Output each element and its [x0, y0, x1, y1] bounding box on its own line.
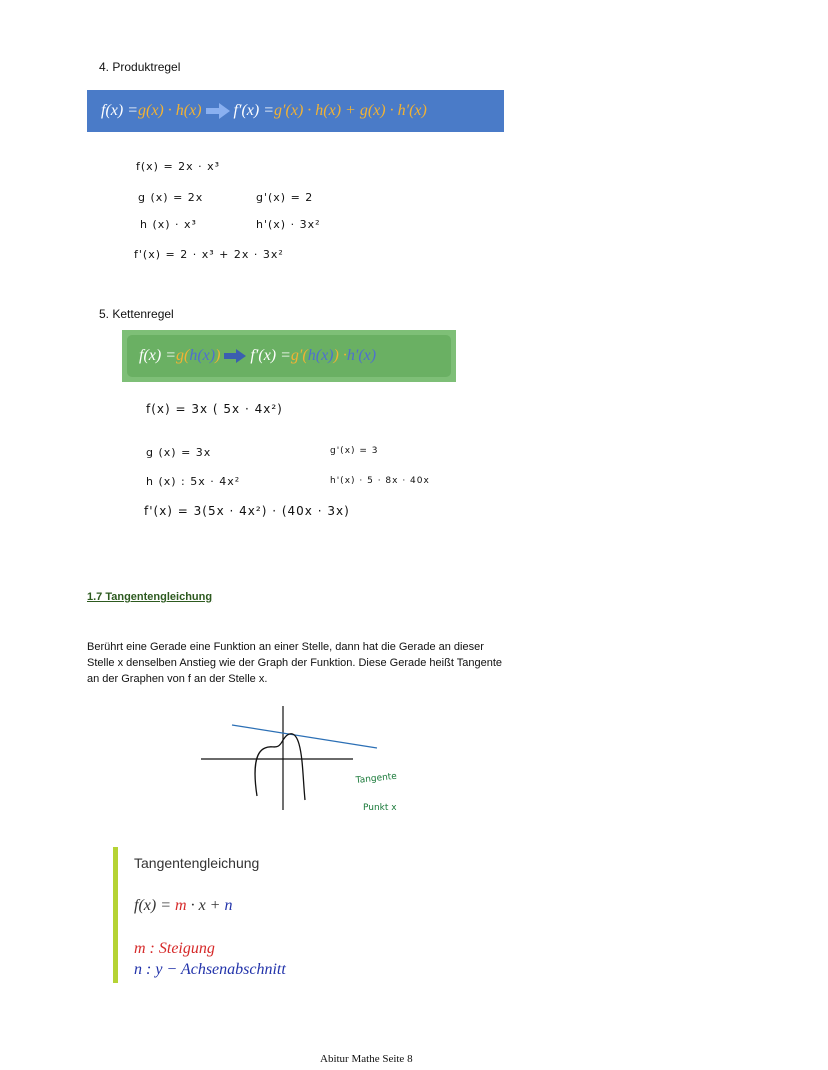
section-title-tangentengleichung: 1.7 Tangentengleichung: [87, 591, 213, 603]
eq-f: f(x) =: [134, 897, 175, 914]
page-footer: Abitur Mathe Seite 8: [320, 1053, 413, 1065]
formula-rhs-f: f′(x) =: [233, 102, 275, 119]
eq-m: m: [175, 897, 187, 914]
eq-mid: · x +: [186, 897, 225, 914]
label-tangente: Tangente: [355, 771, 398, 786]
callout-title: Tangentengleichung: [134, 855, 260, 871]
formula-rhs-f: f′(x) =: [250, 347, 291, 364]
heading-produktregel: 4. Produktregel: [99, 60, 181, 74]
heading-kettenregel: 5. Kettenregel: [99, 307, 174, 321]
formula-rhs-terms: g′(x) · h(x) + g(x) · h′(x): [274, 102, 427, 119]
formula-rhs-h: h(x): [307, 347, 334, 364]
definition-n: n : y − Achsenabschnitt: [134, 961, 286, 978]
formula-rhs-hprime: h′(x): [346, 347, 377, 364]
formula-lhs-gh: g(x) · h(x): [138, 102, 202, 119]
handwritten-line: g'(x) = 3: [330, 446, 379, 456]
label-punkt-x: Punkt x: [363, 803, 397, 813]
arrow-right-icon: [206, 103, 230, 119]
function-curve: [255, 734, 305, 800]
eq-n: n: [224, 897, 233, 914]
handwritten-line: h'(x) · 3x²: [256, 218, 321, 231]
handwritten-line: h (x) : 5x · 4x²: [146, 475, 241, 488]
formula-lhs-h: h(x): [189, 347, 216, 364]
formula-rhs-close: ) ·: [333, 347, 347, 364]
tangent-line: [232, 725, 377, 748]
definition-m: m : Steigung: [134, 940, 215, 957]
handwritten-line: g'(x) = 2: [256, 191, 314, 204]
handwritten-line: h (x) · x³: [140, 218, 197, 231]
produktregel-formula-box: [87, 90, 504, 132]
arrow-right-icon: [224, 349, 246, 363]
formula-lhs-f: f(x) =: [139, 347, 176, 364]
tangent-equation-callout: [113, 847, 378, 983]
handwritten-line: h'(x) · 5 · 8x · 40x: [330, 476, 430, 486]
formula-rhs-g: g′(: [290, 347, 308, 364]
formula-lhs-f: f(x) =: [101, 102, 138, 119]
handwritten-line: g (x) = 2x: [138, 191, 204, 204]
handwritten-line: g (x) = 3x: [146, 446, 212, 459]
tangent-paragraph: Berührt eine Gerade eine Funktion an einer Stelle, dann hat die Gerade an dieser Stelle x denselben Anstieg wie der Graph der Funktion. Diese Gerade heißt Tangente an der Graphen von f an der Stelle x.: [87, 641, 502, 685]
tangent-sketch: [195, 700, 435, 820]
handwritten-line: f'(x) = 2 · x³ + 2x · 3x²: [134, 248, 284, 261]
formula-lhs-g: g(: [176, 347, 190, 364]
callout-equation: [134, 897, 232, 915]
handwritten-line: f(x) = 2x · x³: [136, 160, 221, 173]
formula-lhs-close: ): [215, 347, 221, 364]
handwritten-line: f(x) = 3x ( 5x · 4x²): [146, 402, 283, 416]
handwritten-line: f'(x) = 3(5x · 4x²) · (40x · 3x): [144, 504, 350, 518]
kettenregel-formula-box: [122, 330, 456, 382]
